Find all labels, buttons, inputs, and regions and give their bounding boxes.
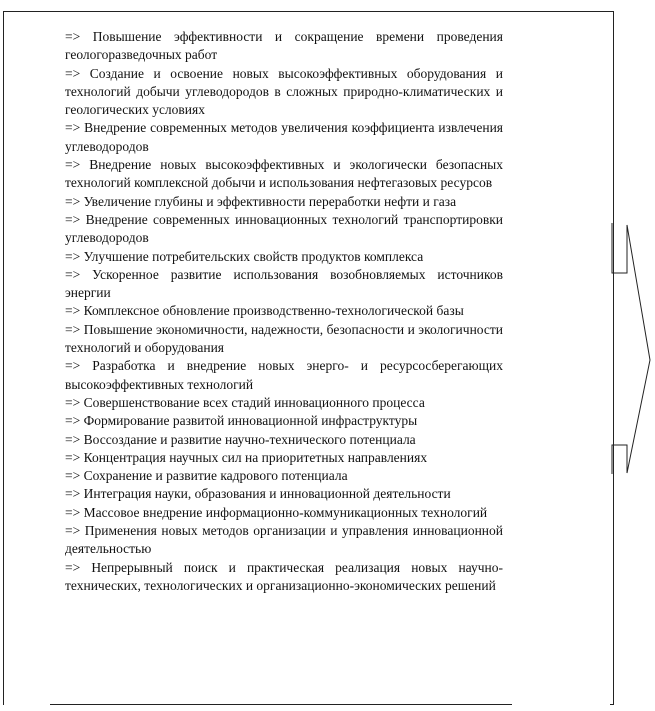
list-item bbox=[65, 302, 503, 320]
list-item bbox=[65, 504, 503, 522]
item-text: Увеличение глубины и эффективности переработки нефти и газа bbox=[83, 193, 457, 209]
item-arrow-prefix: => bbox=[65, 157, 90, 173]
item-arrow-prefix: => bbox=[65, 358, 93, 374]
arrow-outline bbox=[612, 223, 650, 474]
item-text: Внедрение современных методов увеличения коэффициента извлечения углеводородов bbox=[65, 120, 503, 154]
list-item bbox=[65, 119, 503, 156]
list-item bbox=[65, 394, 503, 412]
list-item bbox=[65, 467, 503, 485]
frame-bottom-gap-left bbox=[4, 703, 50, 707]
item-arrow-prefix: => bbox=[65, 193, 84, 209]
content-frame bbox=[3, 11, 614, 705]
list-item bbox=[65, 321, 503, 358]
right-block-arrow-icon bbox=[612, 222, 654, 474]
item-arrow-prefix: => bbox=[65, 266, 93, 282]
item-text: Воссоздание и развитие научно-технического потенциала bbox=[83, 431, 416, 447]
list-item bbox=[65, 248, 503, 266]
list-item bbox=[65, 28, 503, 65]
item-arrow-prefix: => bbox=[65, 211, 86, 227]
list-item bbox=[65, 156, 503, 193]
list-item bbox=[65, 431, 503, 449]
item-arrow-prefix: => bbox=[65, 120, 85, 136]
list-item bbox=[65, 412, 503, 430]
item-arrow-prefix: => bbox=[65, 559, 92, 575]
list-item bbox=[65, 193, 503, 211]
item-arrow-prefix: => bbox=[65, 29, 93, 44]
measures-list bbox=[65, 28, 503, 595]
list-item bbox=[65, 449, 503, 467]
item-text: Интеграция науки, образования и инновационной деятельности bbox=[83, 486, 451, 502]
item-text: Улучшение потребительских свойств продуктов комплекса bbox=[83, 248, 424, 264]
item-arrow-prefix: => bbox=[65, 394, 84, 410]
item-text: Сохранение и развитие кадрового потенциала bbox=[83, 468, 348, 484]
item-text: Совершенствование всех стадий инновационного процесса bbox=[83, 394, 425, 410]
item-text: Формирование развитой инновационной инфраструктуры bbox=[83, 413, 418, 429]
item-arrow-prefix: => bbox=[65, 504, 84, 520]
item-text: Непрерывный поиск и практическая реализация новых научно-технических, технологических и организационно-экономических решений bbox=[65, 559, 503, 593]
item-arrow-prefix: => bbox=[65, 303, 84, 319]
item-arrow-prefix: => bbox=[65, 321, 84, 337]
item-text: Концентрация научных сил на приоритетных направлениях bbox=[83, 449, 428, 465]
list-item bbox=[65, 559, 503, 596]
item-text: Повышение экономичности, надежности, безопасности и экологичности технологий и оборудования bbox=[65, 321, 504, 356]
item-text: Повышение эффективности и сокращение времени проведения геологоразведочных работ bbox=[65, 29, 503, 63]
item-arrow-prefix: => bbox=[65, 486, 84, 502]
item-arrow-prefix: => bbox=[65, 449, 84, 465]
list-item bbox=[65, 485, 503, 503]
list-item bbox=[65, 522, 503, 559]
item-text: Применения новых методов организации и управления инновационной деятельностью bbox=[65, 523, 503, 557]
list-item bbox=[65, 211, 503, 248]
item-arrow-prefix: => bbox=[65, 248, 84, 264]
item-arrow-prefix: => bbox=[65, 523, 85, 539]
list-item bbox=[65, 65, 503, 120]
item-text: Комплексное обновление производственно-технологической базы bbox=[83, 303, 464, 319]
item-arrow-prefix: => bbox=[65, 468, 84, 484]
list-item bbox=[65, 357, 503, 394]
item-text: Создание и освоение новых высокоэффективных оборудования и технологий добычи углеводородов в сложных природно-климатических и геологических условиях bbox=[65, 65, 503, 118]
frame-bottom-gap-right bbox=[512, 703, 610, 707]
item-arrow-prefix: => bbox=[65, 65, 90, 81]
item-text: Разработка и внедрение новых энерго- и ресурсосберегающих высокоэффективных технологий bbox=[65, 358, 504, 392]
item-arrow-prefix: => bbox=[65, 431, 84, 447]
item-text: Внедрение современных инновационных технологий транспортировки углеводородов bbox=[65, 211, 503, 246]
item-arrow-prefix: => bbox=[65, 413, 84, 429]
list-item bbox=[65, 266, 503, 303]
item-text: Внедрение новых высокоэффективных и экологически безопасных технологий комплексной добычи и использования нефтегазовых ресурсов bbox=[65, 157, 504, 191]
item-text: Ускоренное развитие использования возобновляемых источников энергии bbox=[65, 266, 503, 301]
item-text: Массовое внедрение информационно-коммуникационных технологий bbox=[83, 504, 488, 520]
